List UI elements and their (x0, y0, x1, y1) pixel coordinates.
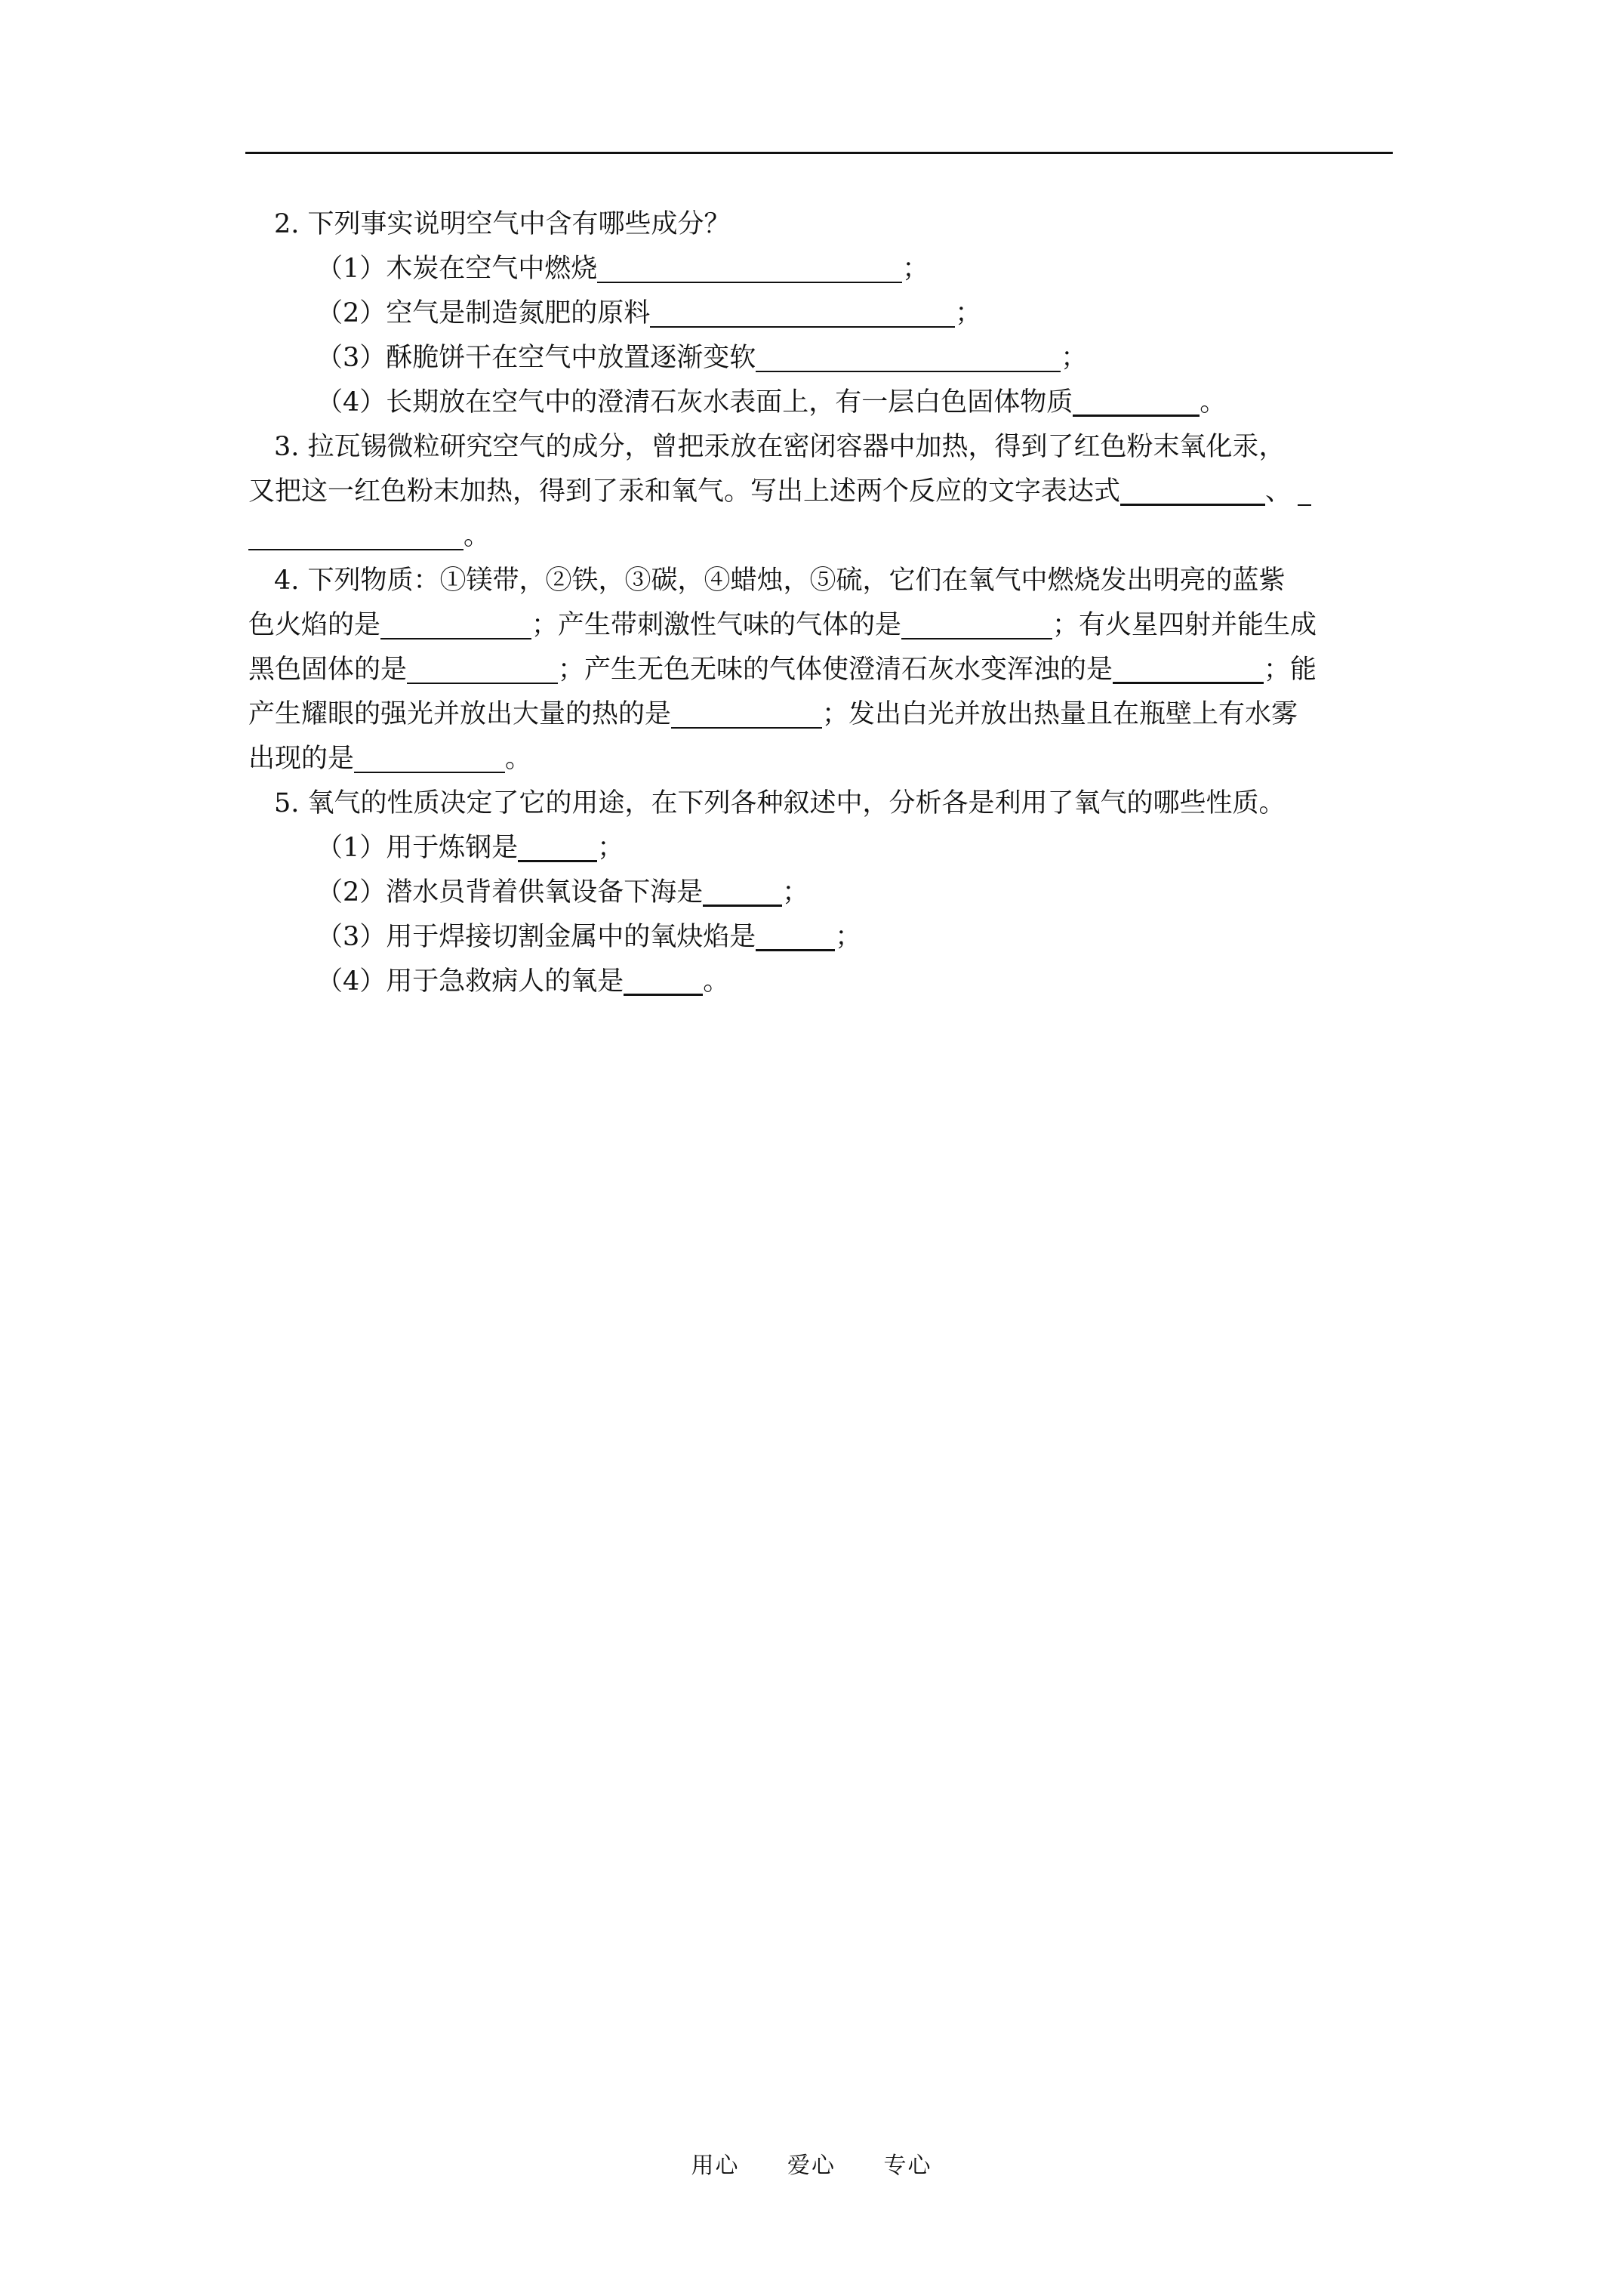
q4-line-5-b: 。 (505, 744, 532, 774)
footer-item-3: 专心 (883, 2153, 932, 2179)
q5-item-3 (248, 915, 1393, 960)
answer-blank[interactable] (703, 871, 782, 907)
answer-blank[interactable] (407, 649, 558, 684)
q4-line-2 (248, 603, 1393, 648)
answer-blank[interactable] (518, 827, 597, 862)
q3-line-3 (248, 514, 1393, 559)
q2-item-4-text: （4）长期放在空气中的澄清石灰水表面上，有一层白色固体物质 (316, 387, 1073, 418)
q5-item-1 (248, 826, 1393, 871)
q2-item-3 (248, 336, 1393, 381)
q5-item-1-text: （1）用于炼钢是 (316, 833, 519, 863)
answer-blank[interactable] (1120, 470, 1265, 506)
q4-line-3-a: 黑色固体的是 (248, 655, 408, 685)
q4-line-2-c: ；有火星四射并能生成 (1052, 610, 1317, 640)
footer-item-1: 用心 (691, 2153, 740, 2179)
q4-line-1: 4. 下列物质：①镁带，②铁，③碳，④蜡烛，⑤硫，它们在氧气中燃烧发出明亮的蓝紫 (274, 566, 1286, 596)
q3-separator: 、 (1265, 476, 1292, 507)
q5-item-4 (248, 960, 1393, 1004)
q5-item-1-end: ； (597, 833, 624, 863)
answer-blank[interactable] (624, 960, 703, 996)
q3-line-2 (248, 470, 1393, 514)
worksheet-body (248, 202, 1393, 1004)
q5-item-2 (248, 871, 1393, 915)
q4-line-4-b: ；发出白光并放出热量且在瓶壁上有水雾 (822, 699, 1298, 729)
answer-blank[interactable] (354, 738, 505, 773)
answer-blank[interactable] (756, 916, 835, 951)
answer-blank[interactable] (901, 605, 1052, 639)
q2-item-1-text: （1）木炭在空气中燃烧 (316, 254, 598, 284)
q2-item-3-end: ； (1061, 343, 1088, 373)
q3-line-3-end: 。 (463, 521, 491, 551)
q5-item-4-text: （4）用于急救病人的氧是 (316, 966, 624, 997)
q2-item-2-text: （2）空气是制造氮肥的原料 (316, 298, 651, 328)
answer-blank[interactable] (248, 516, 463, 550)
q5-title: 5. 氧气的性质决定了它的用途，在下列各种叙述中，分析各是利用了氧气的哪些性质。 (274, 788, 1286, 818)
q2-item-4-end: 。 (1200, 387, 1227, 418)
answer-blank[interactable] (380, 605, 531, 639)
q2-item-2 (248, 291, 1393, 336)
q4-line-3-c: ；能 (1264, 655, 1317, 685)
q4-line-5-a: 出现的是 (248, 744, 355, 774)
q2-item-1 (248, 247, 1393, 291)
answer-blank[interactable] (671, 694, 822, 729)
q5-item-3-text: （3）用于焊接切割金属中的氧炔焰是 (316, 922, 756, 952)
q5-item-2-end: ； (782, 877, 809, 908)
q2-item-3-text: （3）酥脆饼干在空气中放置逐渐变软 (316, 343, 756, 373)
q4-line-4-a: 产生耀眼的强光并放出大量的热的是 (248, 699, 672, 729)
q3-line-2-text: 又把这一红色粉末加热，得到了汞和氧气。写出上述两个反应的文字表达式 (248, 476, 1121, 507)
q3-line-1: 3. 拉瓦锡微粒研究空气的成分，曾把汞放在密闭容器中加热，得到了红色粉末氧化汞， (274, 432, 1286, 462)
header-rule (245, 152, 1393, 154)
q5-item-3-end: ； (835, 922, 862, 952)
answer-blank[interactable] (1113, 649, 1264, 684)
page-footer (0, 2147, 1623, 2180)
q4-line-4 (248, 692, 1393, 737)
answer-blank[interactable] (650, 293, 955, 328)
q4-line-5 (248, 737, 1393, 781)
q5-item-2-text: （2）潜水员背着供氧设备下海是 (316, 877, 704, 908)
q4-line-2-a: 色火焰的是 (248, 610, 381, 640)
q2-item-2-end: ； (955, 298, 982, 328)
q4-line-2-b: ；产生带刺激性气味的气体的是 (531, 610, 902, 640)
answer-blank[interactable] (1298, 471, 1311, 506)
q2-item-1-end: ； (902, 254, 929, 284)
q4-line-3-b: ；产生无色无味的气体使澄清石灰水变浑浊的是 (558, 655, 1113, 685)
q2-item-4 (248, 381, 1393, 425)
q5-item-4-end: 。 (703, 966, 730, 997)
q2-title: 2. 下列事实说明空气中含有哪些成分？ (274, 209, 731, 239)
answer-blank[interactable] (597, 248, 902, 283)
footer-item-2: 爱心 (787, 2153, 836, 2179)
q4-line-3 (248, 648, 1393, 692)
answer-blank[interactable] (1073, 381, 1200, 417)
answer-blank[interactable] (756, 337, 1061, 372)
